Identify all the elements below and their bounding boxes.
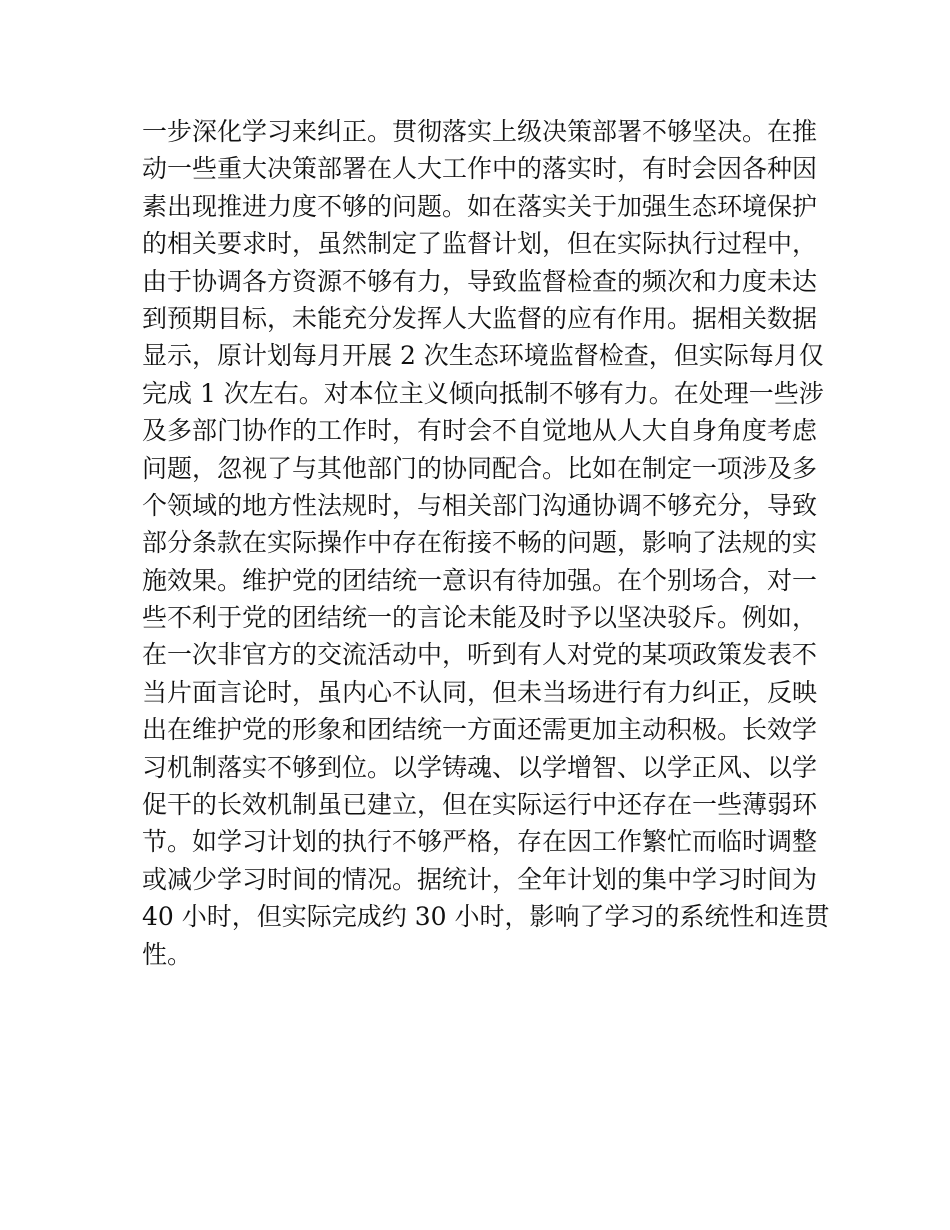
text-line-22: 40 小时，但实际完成约 30 小时，影响了学习的系统性和连贯 xyxy=(142,902,830,932)
text-line-3: 素出现推进力度不够的问题。如在落实关于加强生态环境保护 xyxy=(142,191,818,221)
text-line-9: 及多部门协作的工作时，有时会不自觉地从人大自身角度考虑 xyxy=(142,416,818,446)
text-line-16: 当片面言论时，虽内心不认同，但未当场进行有力纠正，反映 xyxy=(142,677,818,707)
text-line-19: 促干的长效机制虽已建立，但在实际运行中还存在一些薄弱环 xyxy=(142,790,818,820)
text-line-23: 性。 xyxy=(142,939,193,969)
text-line-13: 施效果。维护党的团结统一意识有待加强。在个别场合，对一 xyxy=(142,565,818,595)
body-paragraph xyxy=(142,113,830,973)
text-line-17: 出在维护党的形象和团结统一方面还需更加主动积极。长效学 xyxy=(142,715,818,745)
text-line-2: 动一些重大决策部署在人大工作中的落实时，有时会因各种因 xyxy=(142,154,818,184)
text-line-10: 问题，忽视了与其他部门的协同配合。比如在制定一项涉及多 xyxy=(142,453,818,483)
text-line-21: 或减少学习时间的情况。据统计，全年计划的集中学习时间为 xyxy=(142,864,818,894)
text-line-12: 部分条款在实际操作中存在衔接不畅的问题，影响了法规的实 xyxy=(142,528,818,558)
text-line-15: 在一次非官方的交流活动中，听到有人对党的某项政策发表不 xyxy=(142,640,818,670)
text-line-18: 习机制落实不够到位。以学铸魂、以学增智、以学正风、以学 xyxy=(142,752,818,782)
text-line-20: 节。如学习计划的执行不够严格，存在因工作繁忙而临时调整 xyxy=(142,827,818,857)
text-line-7: 显示，原计划每月开展 2 次生态环境监督检查，但实际每月仅 xyxy=(142,341,824,371)
text-line-6: 到预期目标，未能充分发挥人大监督的应有作用。据相关数据 xyxy=(142,303,818,333)
text-line-11: 个领域的地方性法规时，与相关部门沟通协调不够充分，导致 xyxy=(142,490,818,520)
text-line-4: 的相关要求时，虽然制定了监督计划，但在实际执行过程中， xyxy=(142,229,818,259)
text-line-1: 一步深化学习来纠正。贯彻落实上级决策部署不够坚决。在推 xyxy=(142,117,818,146)
text-line-8: 完成 1 次左右。对本位主义倾向抵制不够有力。在处理一些涉 xyxy=(142,378,824,408)
text-line-14: 些不利于党的团结统一的言论未能及时予以坚决驳斥。例如， xyxy=(142,603,818,633)
text-line-5: 由于协调各方资源不够有力，导致监督检查的频次和力度未达 xyxy=(142,266,818,296)
